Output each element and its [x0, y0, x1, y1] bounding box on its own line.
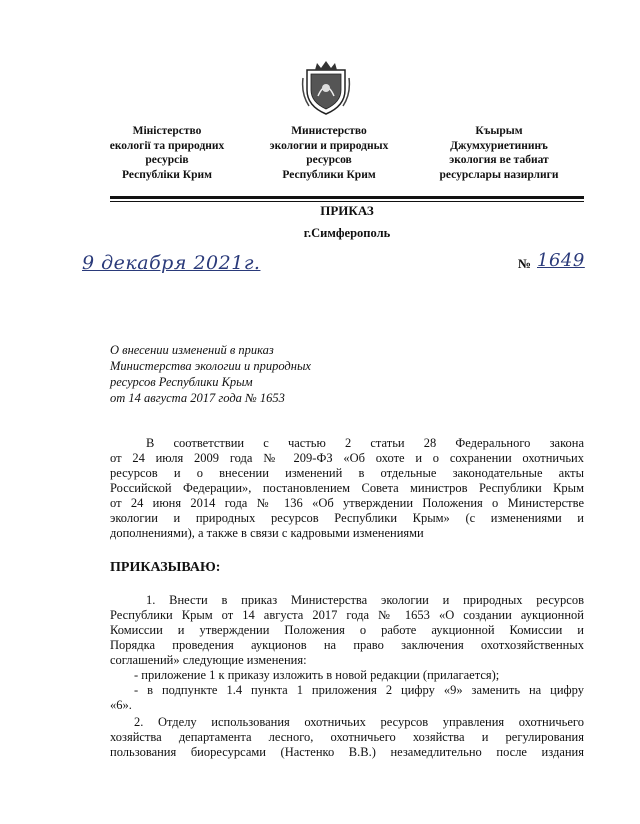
order-heading: ПРИКАЗЫВАЮ: [110, 560, 221, 575]
org-line: екології та природних [109, 139, 225, 152]
text-line: Порядка проведения аукционов на право заключения охотхозяйственных [110, 638, 584, 652]
text-line: «6». [110, 698, 132, 712]
org-line: экология ве табиат [449, 154, 549, 166]
text-line: дополнениями), а также в связи с кадровыми изменениями [110, 526, 424, 540]
handwritten-date: 9 декабря 2021г. [82, 252, 261, 274]
bullet-line: - в подпункте 1.4 пункта 1 приложения 2 цифру «9» заменить на цифру [134, 683, 584, 697]
text-line: Комиссии и утверждении Положения о работе аукционной Комиссии и [110, 623, 584, 637]
text-line: В соответствии с частью 2 статьи 28 Федерального закона [146, 436, 584, 450]
order-subject [110, 342, 311, 406]
preamble-paragraph [110, 436, 584, 541]
subject-line: Министерства экологии и природных [110, 359, 311, 373]
org-line: ресурсів [145, 154, 189, 166]
org-line: экологии и природных [269, 139, 389, 152]
org-line: Министерство [291, 125, 367, 137]
text-line: ресурсов и о внесении изменений в отдельные законодательные акты [110, 466, 584, 480]
number-label: № [518, 256, 532, 271]
text-line: пользования биоресурсами (Настенко В.В.) незамедлительно после издания [110, 745, 584, 759]
text-line: Российской Федерации», постановлением Совета министров Республики Крым [110, 481, 584, 495]
text-line: от 24 июля 2009 года № 209-ФЗ «Об охоте и о сохранении охотничьих [110, 451, 584, 465]
item-2-paragraph [110, 715, 584, 760]
org-line: Джумхуриетининъ [450, 139, 548, 152]
header-divider-thin [110, 201, 584, 202]
org-line: ресурслары назирлиги [439, 168, 559, 181]
document-city: г.Симферополь [303, 226, 391, 240]
text-line: экологии и природных ресурсов Республики Крым» (с изменениями и [110, 511, 584, 525]
handwritten-number: 1649 [537, 250, 585, 271]
org-line: Къырым [475, 125, 523, 137]
subject-line: ресурсов Республики Крым [110, 375, 253, 389]
org-name-russian [244, 124, 414, 182]
coat-of-arms-icon [301, 60, 351, 116]
subject-line: от 14 августа 2017 года № 1653 [110, 391, 285, 405]
bullet-line: - приложение 1 к приказу изложить в новой редакции (прилагается); [134, 668, 500, 682]
text-line: соглашений» следующие изменения: [110, 653, 307, 667]
item-1-paragraph [110, 593, 584, 713]
subject-line: О внесении изменений в приказ [110, 343, 274, 357]
header-divider-thick [110, 196, 584, 199]
text-line: Республики Крым от 14 августа 2017 года № 1653 «О создании аукционной [110, 608, 584, 622]
text-line: от 24 июня 2014 года № 136 «Об утверждении Положения о Министерстве [110, 496, 584, 510]
text-line: хозяйства департамента лесного, охотничьего хозяйства и регулирования [110, 730, 584, 744]
document-title: ПРИКАЗ [320, 203, 374, 218]
org-line: Міністерство [132, 125, 202, 137]
org-line: ресурсов [306, 154, 352, 166]
text-line: 2. Отделу использования охотничьих ресурсов управления охотничьего [134, 715, 584, 729]
org-name-crimean-tatar [414, 124, 584, 182]
org-line: Республики Крим [282, 168, 376, 181]
org-name-ukrainian [82, 124, 252, 182]
org-line: Республіки Крим [122, 168, 212, 181]
text-line: 1. Внести в приказ Министерства экологии и природных ресурсов [146, 593, 584, 607]
